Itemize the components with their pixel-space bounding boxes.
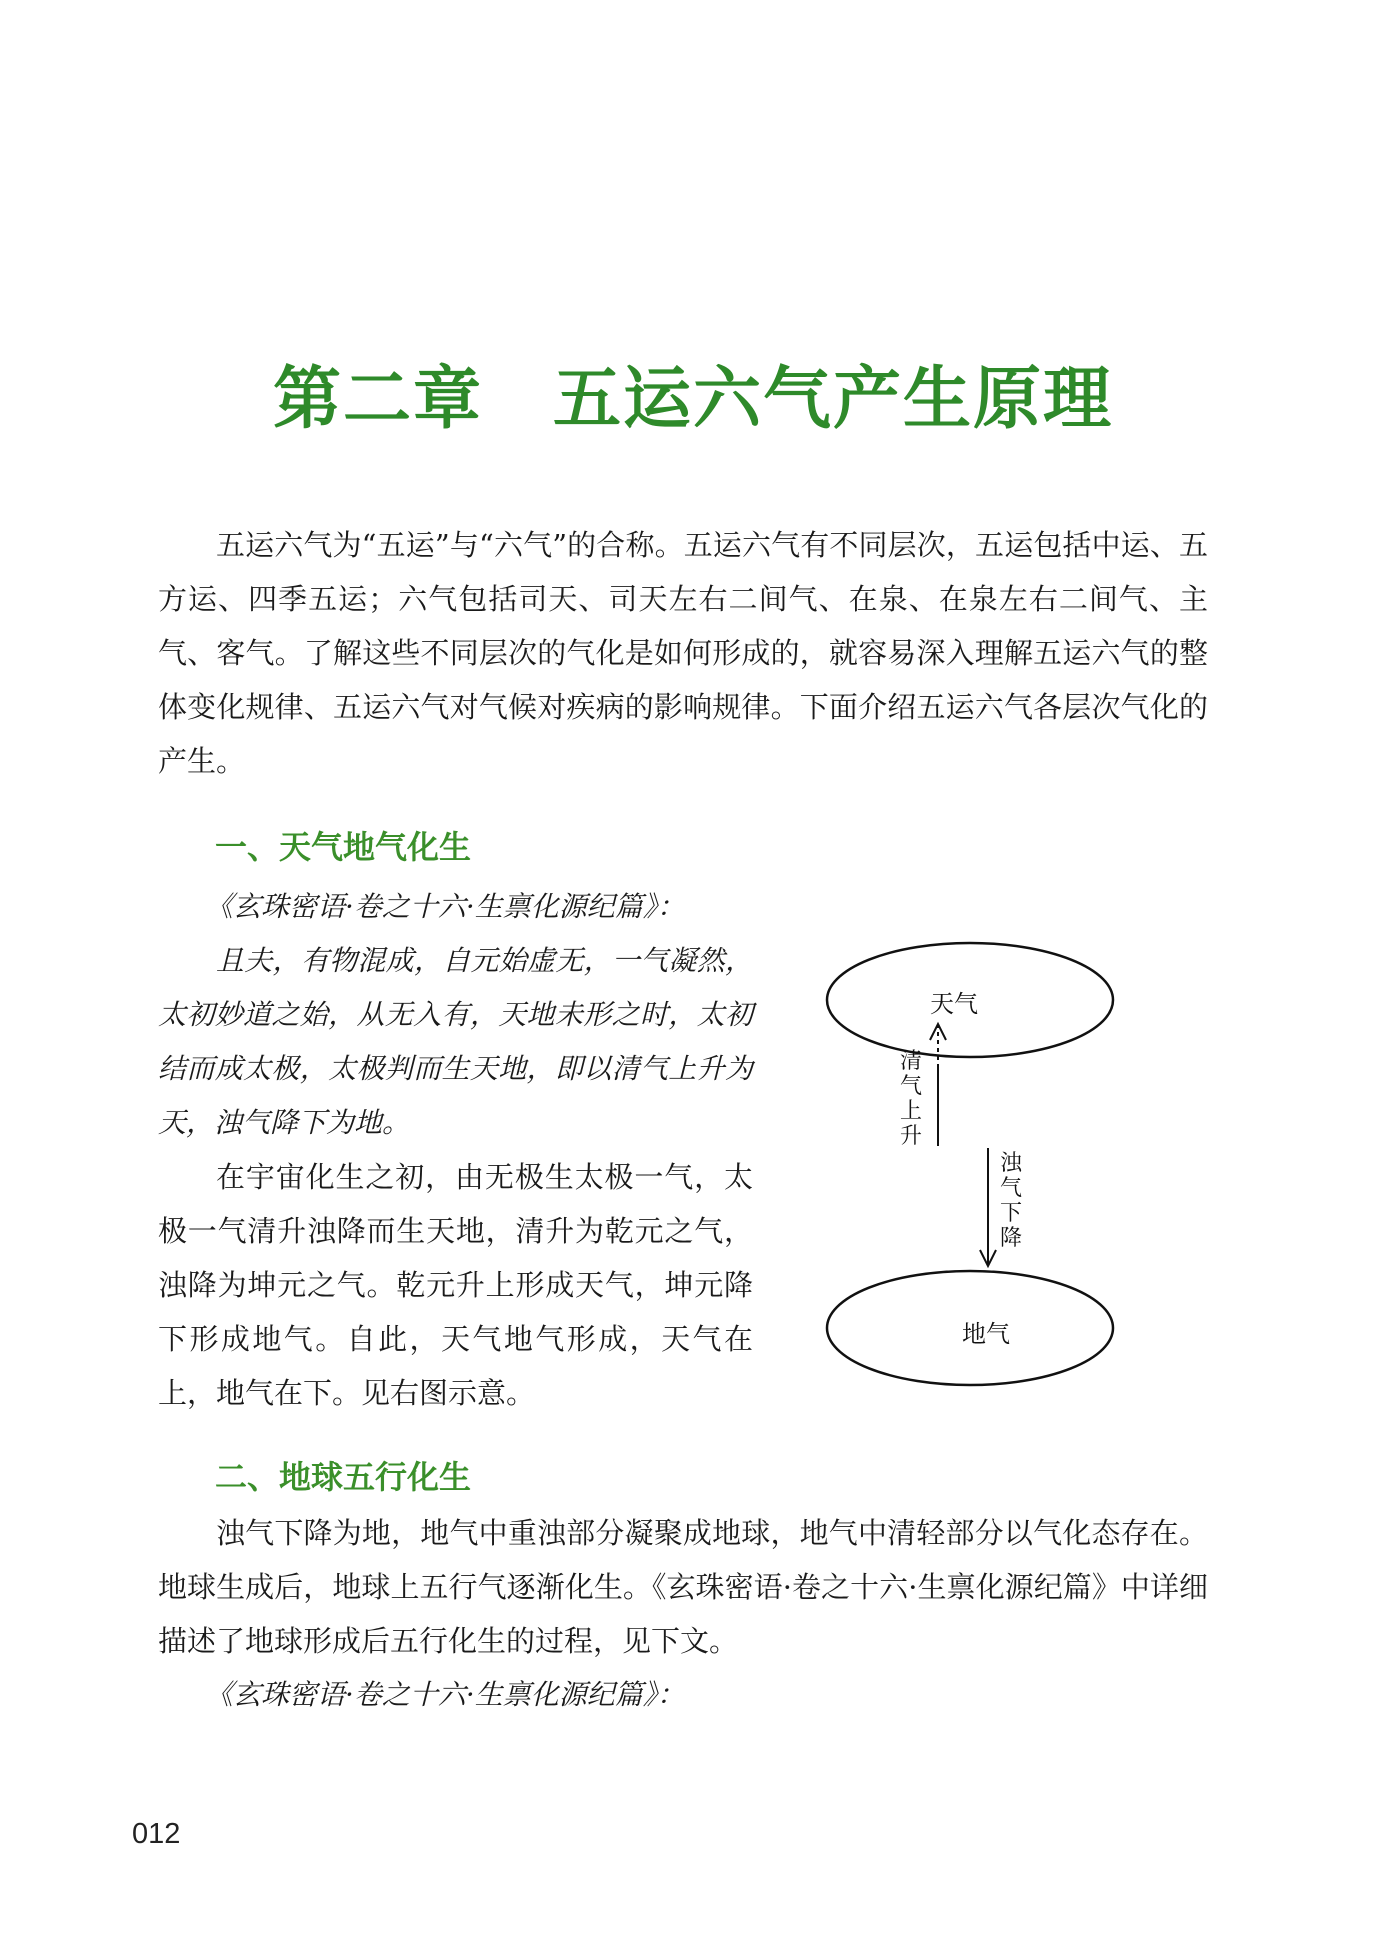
quote-text: 且夫，有物混成，自元始虚无，一气凝然，太初妙道之始，从无入有，天地未形之时，太初结而成太极，太极判而生天地，即以清气上升为天，浊气降下为地。 <box>158 944 753 1139</box>
earth-label: 地气 <box>962 1320 1010 1348</box>
svg-text:清: 清 <box>900 1049 923 1074</box>
rising-label <box>900 1049 922 1149</box>
svg-text:升: 升 <box>900 1124 923 1149</box>
chapter-title: 第二章 五运六气产生原理 <box>272 359 1113 439</box>
svg-text:上: 上 <box>900 1099 923 1124</box>
intro-paragraph: 五运六气为“五运”与“六气”的合称。五运六气有不同层次，五运包括中运、五方运、四季五运；六气包括司天、司天左右二间气、在泉、在泉左右二间气、主气、客气。了解这些不同层次的气化是如何形成的，就容易深入理解五运六气的整体变化规律、五运六气对气候对疾病的影响规律。下面介绍五运六气各层次气化的产生。 <box>158 528 1208 778</box>
section-heading-1: 一、天气地气化生 <box>215 828 472 866</box>
heaven-label: 天气 <box>930 990 978 1018</box>
section2-paragraph: 浊气下降为地，地气中重浊部分凝聚成地球，地气中清轻部分以气化态存在。地球生成后，地球上五行气逐渐化生。《玄珠密语·卷之十六·生禀化源纪篇》中详细描述了地球形成后五行化生的过程，见下文。 <box>158 1516 1208 1658</box>
citation-1: 《玄珠密语·卷之十六·生禀化源纪篇》： <box>205 890 685 923</box>
svg-text:浊: 浊 <box>1000 1151 1023 1176</box>
heaven-earth-qi-diagram <box>820 940 1140 1410</box>
section-heading-2: 二、地球五行化生 <box>215 1458 472 1496</box>
svg-text:气: 气 <box>1000 1176 1023 1201</box>
citation-2: 《玄珠密语·卷之十六·生禀化源纪篇》： <box>205 1678 685 1711</box>
falling-label <box>1000 1151 1023 1251</box>
svg-text:降: 降 <box>1000 1226 1023 1251</box>
svg-text:下: 下 <box>1000 1201 1023 1226</box>
svg-text:气: 气 <box>900 1074 923 1099</box>
page-number: 012 <box>132 1818 181 1850</box>
explanation-paragraph: 在宇宙化生之初，由无极生太极一气，太极一气清升浊降而生天地，清升为乾元之气，浊降为坤元之气。乾元升上形成天气，坤元降下形成地气。自此，天气地气形成，天气在上，地气在下。见右图示意。 <box>158 1160 753 1410</box>
